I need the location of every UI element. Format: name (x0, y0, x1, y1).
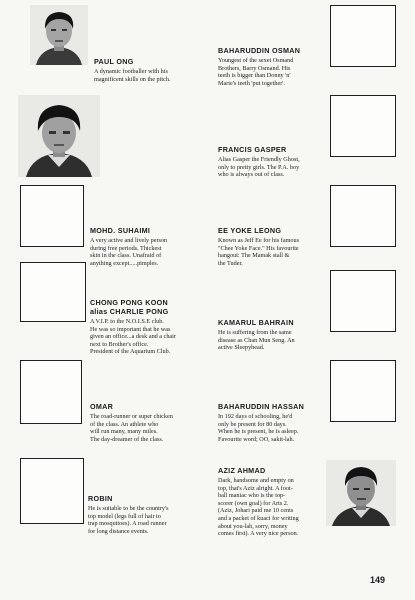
student-name: MOHD. SUHAIMI (90, 226, 151, 235)
portrait-photo-paul-ong (30, 5, 88, 65)
student-entry-ee-yoke-leong (218, 226, 330, 267)
student-entry-omar (90, 402, 200, 443)
student-name: KAMARUL BAHRAIN (218, 318, 294, 327)
photo-frame-chong-pong-koon (20, 262, 86, 322)
photo-frame-ee-yoke-leong (330, 185, 396, 247)
student-name: AZIZ AHMAD (218, 466, 266, 475)
student-entry-francis-gasper (218, 145, 330, 179)
student-entry-baharuddin-osman (218, 46, 330, 87)
student-entry-mohd-suhaimi (90, 226, 198, 267)
student-name: OMAR (90, 402, 114, 411)
student-description: The road-runner or super chicken of the class. An athlete who will run many, many miles. The day-dreamer of the class. (90, 413, 173, 443)
student-entry-robin (88, 494, 200, 535)
student-entry-chong-pong-koon (90, 298, 202, 356)
student-name: PAUL ONG (94, 57, 134, 66)
student-name: FRANCIS GASPER (218, 145, 287, 154)
photo-frame-francis-gasper (330, 95, 396, 157)
student-name: BAHARUDDIN HASSAN (218, 402, 305, 411)
portrait-photo-francis-gasper (18, 95, 100, 177)
student-entry-kamarul-bahrain (218, 318, 330, 352)
photo-frame-baharuddin-osman (330, 5, 396, 67)
photo-frame-baharuddin-hassan (330, 360, 396, 422)
student-entry-paul-ong (94, 57, 200, 83)
student-alias: alias CHARLIE PONG (90, 307, 169, 316)
student-entry-aziz-ahmad (218, 466, 324, 538)
student-description: A very active and lively person during free periods. Thickest skin in the class. Unafraid of anything except.....pimples. (90, 237, 168, 267)
photo-frame-omar (20, 360, 82, 424)
portrait-photo-aziz-ahmad (326, 460, 396, 526)
student-name: ROBIN (88, 494, 113, 503)
student-name: BAHARUDDIN OSMAN (218, 46, 301, 55)
photo-frame-mohd-suhaimi (20, 185, 84, 247)
student-description: Known as Jeff Ee for his famous "Chee Yoke Face." His favourite hangout: The Mamak stall & the Tuder. (218, 237, 299, 267)
student-name: EE YOKE LEONG (218, 226, 282, 235)
photo-frame-kamarul-bahrain (330, 270, 396, 332)
student-description: Youngest of the sexet Osmand Brothers, Barry Osmand. His teeth is bigger than Donny 'n' Marie's teeth 'put together'. (218, 57, 294, 87)
student-description: Alias Gasper the Friendly Ghost, only to pretty girls. The P.A. boy who is always out of class. (218, 156, 300, 179)
page-number: 149 (370, 575, 386, 585)
photo-frame-robin (20, 458, 84, 524)
student-description: He is suitable to be the country's top model (legs full of hair to trap mosquitoes). A road runner for long distance events. (88, 505, 169, 535)
student-description: In 192 days of schooling, he'd only be present for 80 days. When he is present, he is asleep. Favourite word; OO, sakit-lah. (218, 413, 299, 443)
student-name: CHONG PONG KOON (90, 298, 168, 307)
student-description: Dark, handsome and empty on top, that's Aziz alright. A foot- ball maniac who is the top- scorer (own goal) for Arts 2. (Aziz, Johari paid me 10 cents and a packet of kuaci for writing about you-lah, sorry, money comes first). A very nice person. (218, 477, 299, 538)
student-description: A dynamic footballer with his magnificent skills on the pitch. (94, 68, 171, 83)
student-entry-baharuddin-hassan (218, 402, 330, 443)
student-description: A V.I.P. to the N.O.I.S.E club. He was so important that he was given an office...a desk and a chair next to Brother's office. President of the Aquarium Club. (90, 318, 176, 356)
student-description: He is suffering from the same disease as Chan Mun Seng. An active Sleepyhead. (218, 329, 295, 352)
